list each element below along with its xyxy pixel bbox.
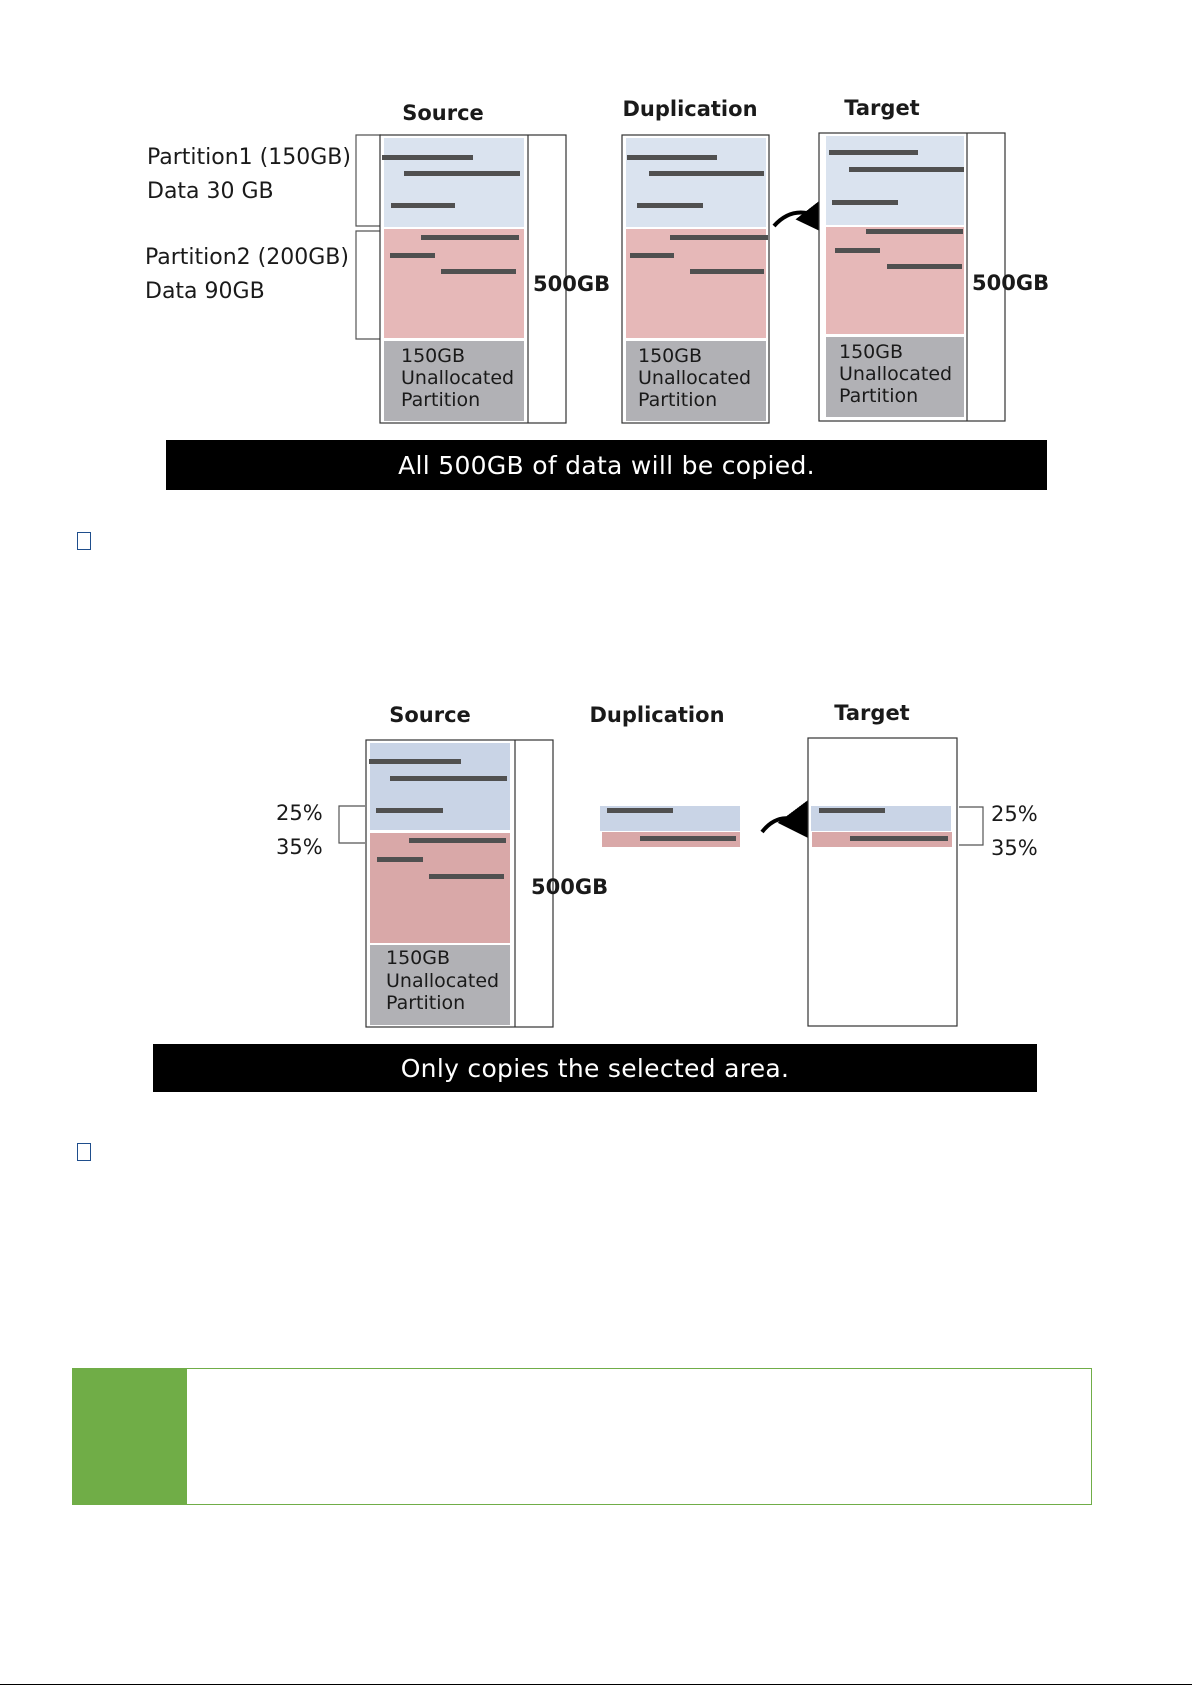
data-bar bbox=[849, 167, 964, 172]
data-bar bbox=[832, 200, 898, 205]
pct-top-right: 25% bbox=[991, 802, 1038, 826]
data-bar bbox=[627, 155, 717, 160]
unallocated-line3: Partition bbox=[401, 389, 481, 411]
data-bar bbox=[887, 264, 962, 269]
unallocated-line2: Unallocated bbox=[839, 363, 953, 385]
target-disk bbox=[808, 738, 957, 1026]
data-bar bbox=[376, 808, 443, 813]
data-bar bbox=[421, 235, 519, 240]
data-bar bbox=[382, 155, 473, 160]
unallocated-line2: Unallocated bbox=[638, 367, 752, 389]
partition1-block bbox=[384, 138, 524, 227]
source-title: Source bbox=[402, 101, 484, 125]
unallocated-line2: Unallocated bbox=[386, 970, 500, 992]
source-size-label: 500GB bbox=[533, 272, 611, 296]
unallocated-line3: Partition bbox=[386, 992, 466, 1014]
data-bar bbox=[829, 150, 918, 155]
selected-copy-banner: Only copies the selected area. bbox=[153, 1044, 1037, 1092]
partition2-bracket bbox=[356, 231, 381, 339]
target-title: Target bbox=[834, 701, 910, 725]
bullet-placeholder-icon bbox=[77, 532, 91, 550]
unallocated-line1: 150GB bbox=[386, 947, 451, 969]
unallocated-line3: Partition bbox=[839, 385, 919, 407]
partition1-data: Data 30 GB bbox=[147, 179, 274, 204]
partition2-block bbox=[384, 229, 524, 338]
note-box bbox=[72, 1368, 1092, 1505]
figure-full-copy bbox=[145, 96, 1049, 423]
partition2-block bbox=[370, 833, 510, 943]
target-disk bbox=[819, 133, 1049, 421]
partition2-label: Partition2 (200GB) bbox=[145, 245, 349, 270]
duplication-selection bbox=[600, 806, 740, 847]
data-bar bbox=[409, 838, 506, 843]
copy-arrow-icon bbox=[762, 818, 808, 832]
pct-bottom-right: 35% bbox=[991, 836, 1038, 860]
unallocated-line1: 150GB bbox=[638, 345, 703, 367]
data-bar bbox=[640, 836, 736, 841]
unallocated-line1: 150GB bbox=[839, 341, 904, 363]
data-bar bbox=[819, 808, 885, 813]
full-copy-banner: All 500GB of data will be copied. bbox=[166, 440, 1047, 490]
data-bar bbox=[649, 171, 764, 176]
selection-bracket-left bbox=[339, 806, 365, 843]
duplication-disk bbox=[622, 135, 769, 423]
data-bar bbox=[850, 836, 948, 841]
data-bar bbox=[441, 269, 516, 274]
partition1-block bbox=[370, 743, 510, 830]
copy-arrow-icon bbox=[774, 213, 826, 227]
partition1-block bbox=[626, 138, 766, 227]
data-bar bbox=[607, 808, 673, 813]
duplication-title: Duplication bbox=[589, 703, 725, 727]
data-bar bbox=[630, 253, 674, 258]
data-bar bbox=[690, 269, 764, 274]
target-size-label: 500GB bbox=[972, 271, 1050, 295]
note-accent-bar bbox=[73, 1369, 187, 1504]
unallocated-line2: Unallocated bbox=[401, 367, 515, 389]
partition2-block bbox=[626, 229, 766, 338]
partition2-block bbox=[826, 227, 964, 334]
figure-selected-copy bbox=[276, 701, 1038, 1027]
unallocated-line1: 150GB bbox=[401, 345, 466, 367]
source-title: Source bbox=[389, 703, 471, 727]
partition1-block bbox=[826, 136, 964, 225]
data-bar bbox=[404, 171, 520, 176]
unallocated-line3: Partition bbox=[638, 389, 718, 411]
source-disk bbox=[366, 740, 608, 1027]
data-bar bbox=[390, 776, 507, 781]
data-bar bbox=[637, 203, 703, 208]
source-disk bbox=[380, 135, 610, 423]
duplication-title: Duplication bbox=[622, 97, 758, 121]
pct-top-left: 25% bbox=[276, 801, 323, 825]
data-bar bbox=[835, 248, 880, 253]
partition2-data: Data 90GB bbox=[145, 279, 265, 304]
partition1-bracket bbox=[356, 135, 381, 226]
data-bar bbox=[429, 874, 504, 879]
partition1-label: Partition1 (150GB) bbox=[147, 145, 351, 170]
data-bar bbox=[391, 203, 455, 208]
source-size-label: 500GB bbox=[531, 875, 609, 899]
data-bar bbox=[670, 235, 768, 240]
data-bar bbox=[377, 857, 423, 862]
pct-bottom-left: 35% bbox=[276, 835, 323, 859]
selection-bracket-right bbox=[959, 807, 983, 845]
data-bar bbox=[369, 759, 461, 764]
bullet-placeholder-icon bbox=[77, 1143, 91, 1161]
data-bar bbox=[866, 229, 963, 234]
target-title: Target bbox=[844, 96, 920, 120]
data-bar bbox=[390, 253, 435, 258]
